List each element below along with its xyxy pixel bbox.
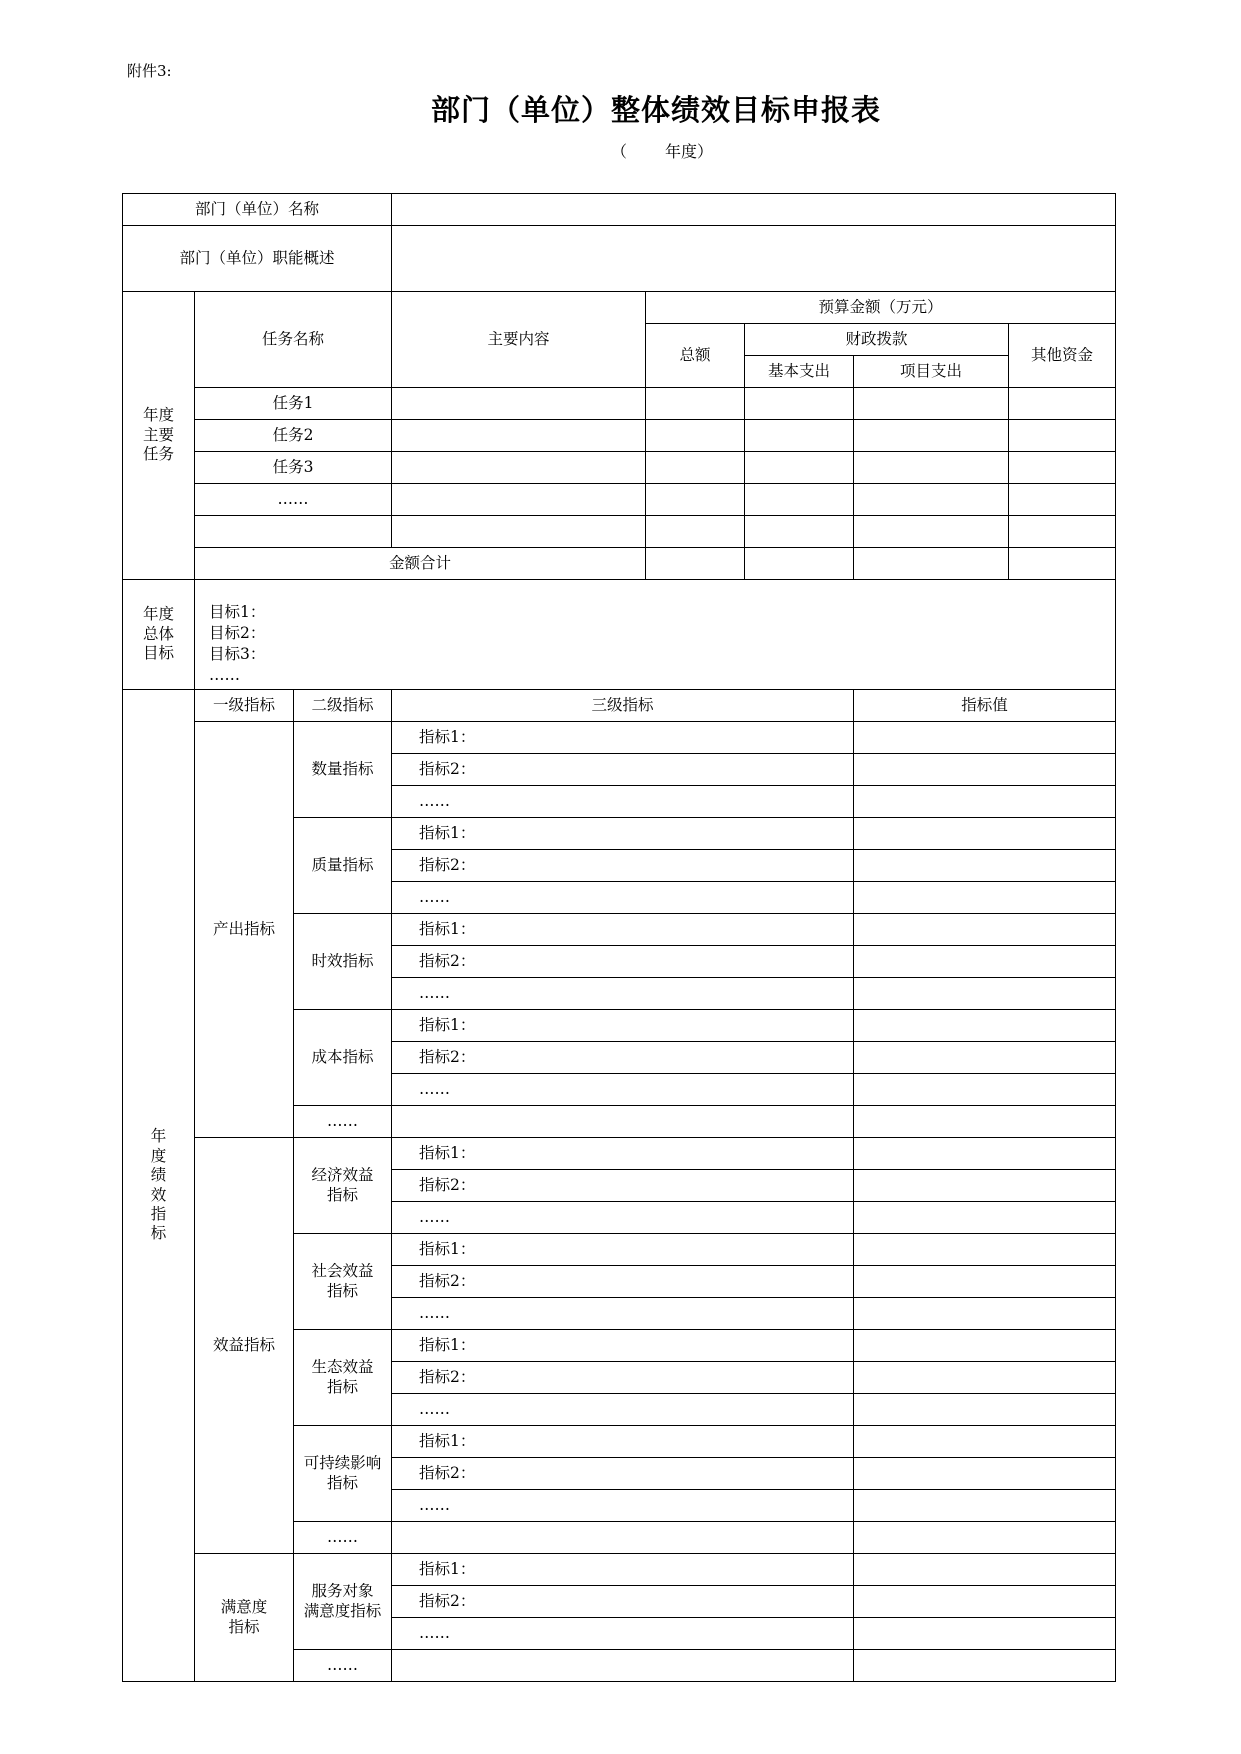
task-row-name: 任务3 — [195, 452, 392, 484]
indicator-item[interactable]: …… — [392, 1202, 854, 1234]
indicator-value-cell[interactable] — [854, 1362, 1116, 1394]
indicator-item[interactable]: 指标2： — [392, 1458, 854, 1490]
economic-benefit-line: 指标 — [326, 1185, 358, 1204]
social-benefit-line: 指标 — [326, 1281, 358, 1300]
col-task-name: 任务名称 — [195, 292, 392, 388]
indicator-value-cell[interactable] — [854, 882, 1116, 914]
amount-total-label: 金额合计 — [195, 548, 646, 580]
task-project-cell[interactable] — [854, 516, 1009, 548]
task-basic-cell[interactable] — [745, 452, 854, 484]
more-level2-output[interactable]: …… — [294, 1106, 392, 1138]
sustainable-impact-line: 指标 — [326, 1473, 358, 1492]
task-total-cell[interactable] — [646, 388, 745, 420]
tasks-label-line: 年度 — [142, 406, 174, 425]
indicator-item[interactable]: …… — [392, 786, 854, 818]
indicator-value-cell[interactable] — [854, 1522, 1116, 1554]
indicators-section-label — [123, 690, 195, 1682]
ecological-benefit-line: 指标 — [326, 1377, 358, 1396]
indicator-item[interactable]: 指标1： — [392, 1234, 854, 1266]
indicator-value-cell[interactable] — [854, 850, 1116, 882]
satisfaction-label-line: 指标 — [228, 1617, 260, 1636]
col-project-expense: 项目支出 — [854, 356, 1009, 388]
indicator-item[interactable]: 指标1： — [392, 722, 854, 754]
indicator-value-cell[interactable] — [854, 722, 1116, 754]
col-fiscal: 财政拨款 — [745, 324, 1009, 356]
performance-target-form — [122, 193, 1116, 1682]
indicator-value-cell[interactable] — [854, 1458, 1116, 1490]
indicator-value-cell[interactable] — [854, 1010, 1116, 1042]
task-total-cell[interactable] — [646, 516, 745, 548]
goals-label-line: 总体 — [142, 624, 174, 643]
indicator-value-cell[interactable] — [854, 1330, 1116, 1362]
task-basic-cell[interactable] — [745, 484, 854, 516]
task-total-cell[interactable] — [646, 484, 745, 516]
sum-total-cell[interactable] — [646, 548, 745, 580]
indicator-item[interactable]: …… — [392, 882, 854, 914]
social-benefit-label — [294, 1234, 392, 1330]
goal-line: …… — [209, 666, 240, 684]
satisfaction-indicator-label — [195, 1554, 294, 1682]
economic-benefit-label — [294, 1138, 392, 1234]
indicator-value-cell[interactable] — [854, 1106, 1116, 1138]
indicator-item[interactable]: …… — [392, 978, 854, 1010]
task-other-cell[interactable] — [1009, 420, 1116, 452]
cost-indicator-label: 成本指标 — [294, 1010, 392, 1106]
task-other-cell[interactable] — [1009, 484, 1116, 516]
indicator-value-cell[interactable] — [854, 1266, 1116, 1298]
indicator-item[interactable]: 指标1： — [392, 914, 854, 946]
indicator-item[interactable] — [392, 1106, 854, 1138]
indicator-value-cell[interactable] — [854, 946, 1116, 978]
task-content-cell[interactable] — [392, 388, 646, 420]
indicator-value-cell[interactable] — [854, 1394, 1116, 1426]
indicator-item[interactable]: 指标2： — [392, 1042, 854, 1074]
col-level1: 一级指标 — [195, 690, 294, 722]
indicator-value-cell[interactable] — [854, 1234, 1116, 1266]
col-main-content: 主要内容 — [392, 292, 646, 388]
satisfaction-label-line: 满意度 — [220, 1598, 268, 1617]
indicator-item[interactable]: 指标1： — [392, 1138, 854, 1170]
goal-line: 目标3： — [209, 645, 266, 663]
dept-name-field[interactable] — [392, 194, 1116, 226]
dept-name-label: 部门（单位）名称 — [123, 194, 392, 226]
task-other-cell[interactable] — [1009, 388, 1116, 420]
indicators-label-char: 度 — [150, 1146, 167, 1165]
quantity-indicator-label: 数量指标 — [294, 722, 392, 818]
indicator-item[interactable]: 指标1： — [392, 1426, 854, 1458]
indicator-item[interactable]: 指标2： — [392, 1266, 854, 1298]
goals-label-line: 年度 — [142, 605, 174, 624]
indicator-item[interactable] — [392, 1522, 854, 1554]
subtitle-year: 年度） — [665, 142, 714, 161]
indicator-value-cell[interactable] — [854, 1618, 1116, 1650]
indicator-value-cell[interactable] — [854, 1074, 1116, 1106]
col-indicator-value: 指标值 — [854, 690, 1116, 722]
task-other-cell[interactable] — [1009, 452, 1116, 484]
indicator-value-cell[interactable] — [854, 914, 1116, 946]
sustainable-impact-label — [294, 1426, 392, 1522]
col-level3: 三级指标 — [392, 690, 854, 722]
goals-section-label — [123, 580, 195, 690]
service-satisfaction-line: 满意度指标 — [303, 1601, 382, 1620]
indicator-value-cell[interactable] — [854, 978, 1116, 1010]
sum-other-cell[interactable] — [1009, 548, 1116, 580]
indicator-value-cell[interactable] — [854, 1586, 1116, 1618]
task-total-cell[interactable] — [646, 452, 745, 484]
goals-text-area[interactable] — [195, 580, 1116, 690]
indicator-value-cell[interactable] — [854, 1554, 1116, 1586]
task-row-name: 任务2 — [195, 420, 392, 452]
task-basic-cell[interactable] — [745, 516, 854, 548]
indicator-item[interactable] — [392, 1650, 854, 1682]
indicator-item[interactable]: 指标2： — [392, 754, 854, 786]
indicator-item[interactable]: 指标1： — [392, 1010, 854, 1042]
task-content-cell[interactable] — [392, 420, 646, 452]
indicator-value-cell[interactable] — [854, 1426, 1116, 1458]
indicator-item[interactable]: 指标2： — [392, 946, 854, 978]
more-level2-satisfaction[interactable]: …… — [294, 1650, 392, 1682]
indicator-item[interactable]: 指标2： — [392, 1586, 854, 1618]
tasks-label-line: 主要 — [142, 425, 174, 444]
task-content-cell[interactable] — [392, 452, 646, 484]
indicators-label-char: 年 — [150, 1127, 167, 1146]
task-other-cell[interactable] — [1009, 516, 1116, 548]
task-row-name[interactable] — [195, 516, 392, 548]
indicator-value-cell[interactable] — [854, 754, 1116, 786]
indicator-value-cell[interactable] — [854, 1298, 1116, 1330]
task-project-cell[interactable] — [854, 388, 1009, 420]
indicators-label-char: 效 — [150, 1185, 167, 1204]
more-level2-benefit[interactable]: …… — [294, 1522, 392, 1554]
indicator-item[interactable]: 指标2： — [392, 1362, 854, 1394]
indicator-item[interactable]: …… — [392, 1490, 854, 1522]
task-row-name: 任务1 — [195, 388, 392, 420]
subtitle-paren: （ — [611, 142, 628, 161]
indicators-label-char: 绩 — [150, 1166, 167, 1185]
indicator-item[interactable]: …… — [392, 1618, 854, 1650]
timeliness-indicator-label: 时效指标 — [294, 914, 392, 1010]
sum-project-cell[interactable] — [854, 548, 1009, 580]
task-basic-cell[interactable] — [745, 388, 854, 420]
economic-benefit-line: 经济效益 — [311, 1166, 374, 1185]
indicators-label-char: 指 — [150, 1204, 167, 1223]
indicator-item[interactable]: 指标1： — [392, 1554, 854, 1586]
indicator-item[interactable]: …… — [392, 1298, 854, 1330]
indicator-item[interactable]: …… — [392, 1394, 854, 1426]
col-level2: 二级指标 — [294, 690, 392, 722]
indicator-item[interactable]: 指标2： — [392, 850, 854, 882]
tasks-label-line: 任务 — [142, 445, 174, 464]
indicator-item[interactable]: 指标1： — [392, 1330, 854, 1362]
col-budget: 预算金额（万元） — [646, 292, 1116, 324]
indicator-item[interactable]: …… — [392, 1074, 854, 1106]
quality-indicator-label: 质量指标 — [294, 818, 392, 914]
sustainable-impact-line: 可持续影响 — [303, 1454, 382, 1473]
indicators-label-char: 标 — [150, 1224, 167, 1243]
attachment-label: 附件3: — [127, 62, 172, 80]
indicator-value-cell[interactable] — [854, 1650, 1116, 1682]
task-row-name: …… — [195, 484, 392, 516]
goal-line: 目标2： — [209, 624, 266, 642]
ecological-benefit-label — [294, 1330, 392, 1426]
indicator-value-cell[interactable] — [854, 1170, 1116, 1202]
task-basic-cell[interactable] — [745, 420, 854, 452]
indicator-value-cell[interactable] — [854, 786, 1116, 818]
indicator-value-cell[interactable] — [854, 1138, 1116, 1170]
indicator-value-cell[interactable] — [854, 1490, 1116, 1522]
output-indicator-label: 产出指标 — [195, 722, 294, 1138]
task-project-cell[interactable] — [854, 452, 1009, 484]
dept-function-field[interactable] — [392, 226, 1116, 292]
col-other-funds: 其他资金 — [1009, 324, 1116, 388]
dept-function-label: 部门（单位）职能概述 — [123, 226, 392, 292]
indicator-item[interactable]: 指标1： — [392, 818, 854, 850]
social-benefit-line: 社会效益 — [311, 1262, 374, 1281]
indicator-value-cell[interactable] — [854, 1202, 1116, 1234]
col-total: 总额 — [646, 324, 745, 388]
service-satisfaction-line: 服务对象 — [311, 1582, 374, 1601]
goals-label-line: 目标 — [142, 644, 174, 663]
task-content-cell[interactable] — [392, 484, 646, 516]
page-title: 部门（单位）整体绩效目标申报表 — [430, 93, 881, 127]
task-project-cell[interactable] — [854, 420, 1009, 452]
indicator-item[interactable]: 指标2： — [392, 1170, 854, 1202]
task-project-cell[interactable] — [854, 484, 1009, 516]
col-basic-expense: 基本支出 — [745, 356, 854, 388]
indicator-value-cell[interactable] — [854, 818, 1116, 850]
sum-basic-cell[interactable] — [745, 548, 854, 580]
benefit-indicator-label: 效益指标 — [195, 1138, 294, 1554]
indicator-value-cell[interactable] — [854, 1042, 1116, 1074]
ecological-benefit-line: 生态效益 — [311, 1358, 374, 1377]
task-content-cell[interactable] — [392, 516, 646, 548]
service-satisfaction-label — [294, 1554, 392, 1650]
tasks-section-label — [123, 292, 195, 580]
goal-line: 目标1： — [209, 603, 266, 621]
task-total-cell[interactable] — [646, 420, 745, 452]
